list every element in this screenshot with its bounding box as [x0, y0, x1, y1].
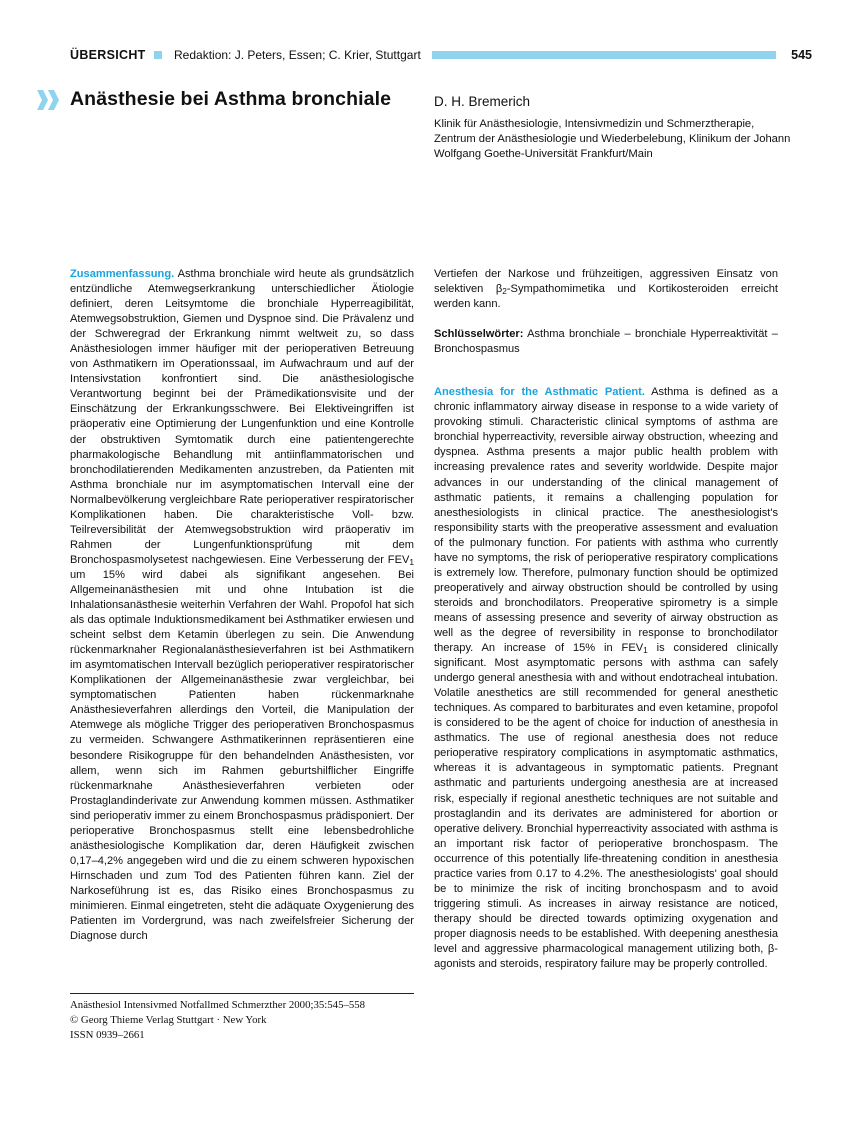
- abstract-english: [434, 385, 778, 972]
- section-label: ÜBERSICHT: [70, 48, 146, 62]
- abstract-english-text-1: Asthma is defined as a chronic inflammatory airway disease in response to a wide variety of provoking stimuli. Characteristic clinical symptoms of asthma are bronchial hyperreactivity, reversible airway obstruction, wheezing and dyspnea. Asthma presents a major public health problem with increasing prevalence rates and severity worldwide. Despite major advances in our understanding of the clinical management of asthmatic patients, it remains a challenging population for anesthesiologists in clinical practice. The anesthesiologist's responsibility starts with the preoperative assessment and evaluation of the pulmonary function. For patients with asthma who currently have no symptoms, the risk of perioperative respiratory complications is extremely low. Therefore, pulmonary function should be optimized preoperatively and airway obstruction should be controlled by using steroids and bronchodilators. Preoperative spirometry is a simple means of assessing presence and severity of airway obstruction as well as the degree of reversibility in response to bronchodilator therapy. An increase of 15% in FEV: [434, 386, 778, 655]
- fev-subscript-en: 1: [643, 645, 648, 656]
- abstract-english-text-2: is considered clinically significant. Most asymptomatic persons with asthma can safely undergo general anesthesia with and without endotracheal intubation. Volatile anesthetics are still recommended for general anesthetic techniques. As compared to barbiturates and even ketamine, propofol is considered to be the agent of choice for induction of anesthesia in asthmatics. The use of regional anesthesia does not reduce perioperative respiratory complications in asymptomatic asthmatics, whereas it is advantageous in symptomatic patients. Pregnant asthmatic and parturients undergoing anesthesia are at increased risk, especially if regional anesthetic techniques are not suitable and prostaglandin and its derivates are administered for abortion or operative delivery. Bronchial hyperreactivity associated with asthma is an important risk factor of perioperative bronchospasm. The occurrence of this potentially life-threatening condition in anesthesia practice varies from 0.17 to 4.2%. The anesthesiologists' goal should be to minimize the risk of inciting bronchospasm and to avoid triggering stimuli. As increases in airway resistance are noticed, therapy should be directed towards optimizing oxygenation and proper diagnosis needs to be established. With deepening anesthesia level and aggressive pharmacological management utilizing both, β-agonists and steroids, respiratory failure may be properly controlled.: [434, 642, 778, 971]
- editors-line: Redaktion: J. Peters, Essen; C. Krier, Stuttgart: [174, 48, 421, 62]
- abstract-english-heading: Anesthesia for the Asthmatic Patient.: [434, 386, 645, 399]
- publisher-line: © Georg Thieme Verlag Stuttgart · New York: [70, 1014, 267, 1026]
- abstract-german-text-2: um 15% wird dabei als signifikant angesehen. Bei Allgemeinanästhesien mit und ohne Intubation ist die Inhalationsanästhesie weiterhin Verfahren der Wahl. Propofol hat sich als das optimale Induktionsmedikament bei Asthmatiker erwiesen und scheint selbst dem Ketamin überlegen zu sein. Die Anwendung rückenmarknaher Regionalanästhesieverfahren ist bei Asthmatikern im asymtomatischen Intervall bezüglich perioperativer respiratorischer Komplikationen der Allgemeinanästhesie zwar vergleichbar, bei symptomatischen Patienten haben rückenmarknahe Anästhesieverfahren allerdings den Vorteil, die Manipulation der Atemwege als mögliche Trigger des perioperativen Bronchospasmus zu vermeiden. Schwangere Asthmatikerinnen repräsentieren eine besondere Risikogruppe für den behandelnden Anästhesisten, vor allem, wenn sich im Rahmen geburtshilflicher Eingriffe rückenmarknahe Anästhesieverfahren verbieten oder Prostaglandinderivate zur Anwendung kommen müssen. Asthmatiker sind perioperativ immer zu einem Bronchospasmus prädisponiert. Der perioperative Bronchospasmus stellt eine lebensbedrohliche anästhesiologische Komplikation dar, deren Häufigkeit zwischen 0,17–4,2% angegeben wird und die zu einem schweren hypoxischen Hirnschaden und zum Tod des Patienten führen kann. Ziel der Narkoseführung ist es, das Risiko eines Bronchospasmus zu minimieren. Einmal eingetreten, steht die adäquate Oxygenierung des Patienten im Vordergrund, was nach zweifelsfreier Sicherung der Diagnose durch: [70, 568, 414, 943]
- journal-citation: Anästhesiol Intensivmed Notfallmed Schmerzther 2000;35:545–558: [70, 999, 366, 1011]
- abstract-german-text-1: Asthma bronchiale wird heute als grundsätzlich entzündliche Atemwegserkrankung unterschiedlicher Ätiologie definiert, deren Leitsymtome die bronchiale Hyperreagibilität, Atemwegsobstruktion, Giemen und Dyspnoe sind. Die Prävalenz und der Schweregrad der Erkrankung nimmt weltweit zu, so dass Anästhesiologen immer häufiger mit der perioperativen Betreuung von Asthmatikern im Operationssaal, im Aufwachraum und auf der Intensivstation konfrontiert sind. Die anästhesiologische Verantwortung beginnt bei der Prämedikationsvisite und der Einschätzung der Erkrankungsschwere. Bei Elektiveingriffen ist präoperativ eine Optimierung der Lungenfunktion und eine Kontrolle der obstruktiven Symtomatik durch eine patientengerechte pharmakologische Behandlung mit antiinflammatorischen und bronchodilatierenden Medikamenten anzustreben, da Patienten mit Asthma bronchiale nur im asymptomatischen Intervall eine der Normalbevölkerung vergleichbare Rate perioperativer respiratorischer Komplikationen haben. Die charakteristische Voll- bzw. Teilreversibilität der Atemwegsobstruktion wird präoperativ im Rahmen der Lungenfunktionsprüfung mit dem Bronchospasmolysetest nachgewiesen. Eine Verbesserung der FEV: [70, 268, 414, 566]
- abstract-german-column: [70, 267, 414, 944]
- abstract-german-continued: [434, 267, 778, 312]
- abstract-german: [70, 267, 414, 944]
- keywords-label: Schlüsselwörter:: [434, 328, 524, 341]
- right-column: [434, 267, 778, 972]
- page-number: 545: [791, 48, 812, 62]
- header-square-marker: [154, 51, 162, 59]
- abstract-german-text-4: -Sympathomimetika und Kortikosteroiden erreicht werden kann.: [434, 283, 779, 311]
- article-title: Anästhesie bei Asthma bronchiale: [70, 88, 392, 110]
- author-affiliation: Klinik für Anästhesiologie, Intensivmedizin und Schmerztherapie, Zentrum der Anästhesiologie und Wiederbelebung, Klinikum der Johann Wolfgang Goethe-Universität Frankfurt/Main: [434, 118, 791, 160]
- double-chevron-icon: [36, 90, 60, 110]
- citation-footer: [70, 993, 414, 1043]
- author-name: D. H. Bremerich: [434, 94, 531, 109]
- issn-line: ISSN 0939–2661: [70, 1029, 145, 1041]
- beta-subscript: 2: [502, 286, 507, 297]
- header-bar: [432, 51, 776, 59]
- keywords: [434, 327, 778, 357]
- fev-subscript: 1: [409, 556, 414, 567]
- running-header: [70, 48, 812, 66]
- abstract-german-heading: Zusammenfassung.: [70, 268, 175, 280]
- keywords-text: Asthma bronchiale – bronchiale Hyperreaktivität – Bronchospasmus: [434, 328, 778, 356]
- abstract-german-text-3: Vertiefen der Narkose und frühzeitigen, aggressiven Einsatz von selektiven β: [434, 268, 778, 296]
